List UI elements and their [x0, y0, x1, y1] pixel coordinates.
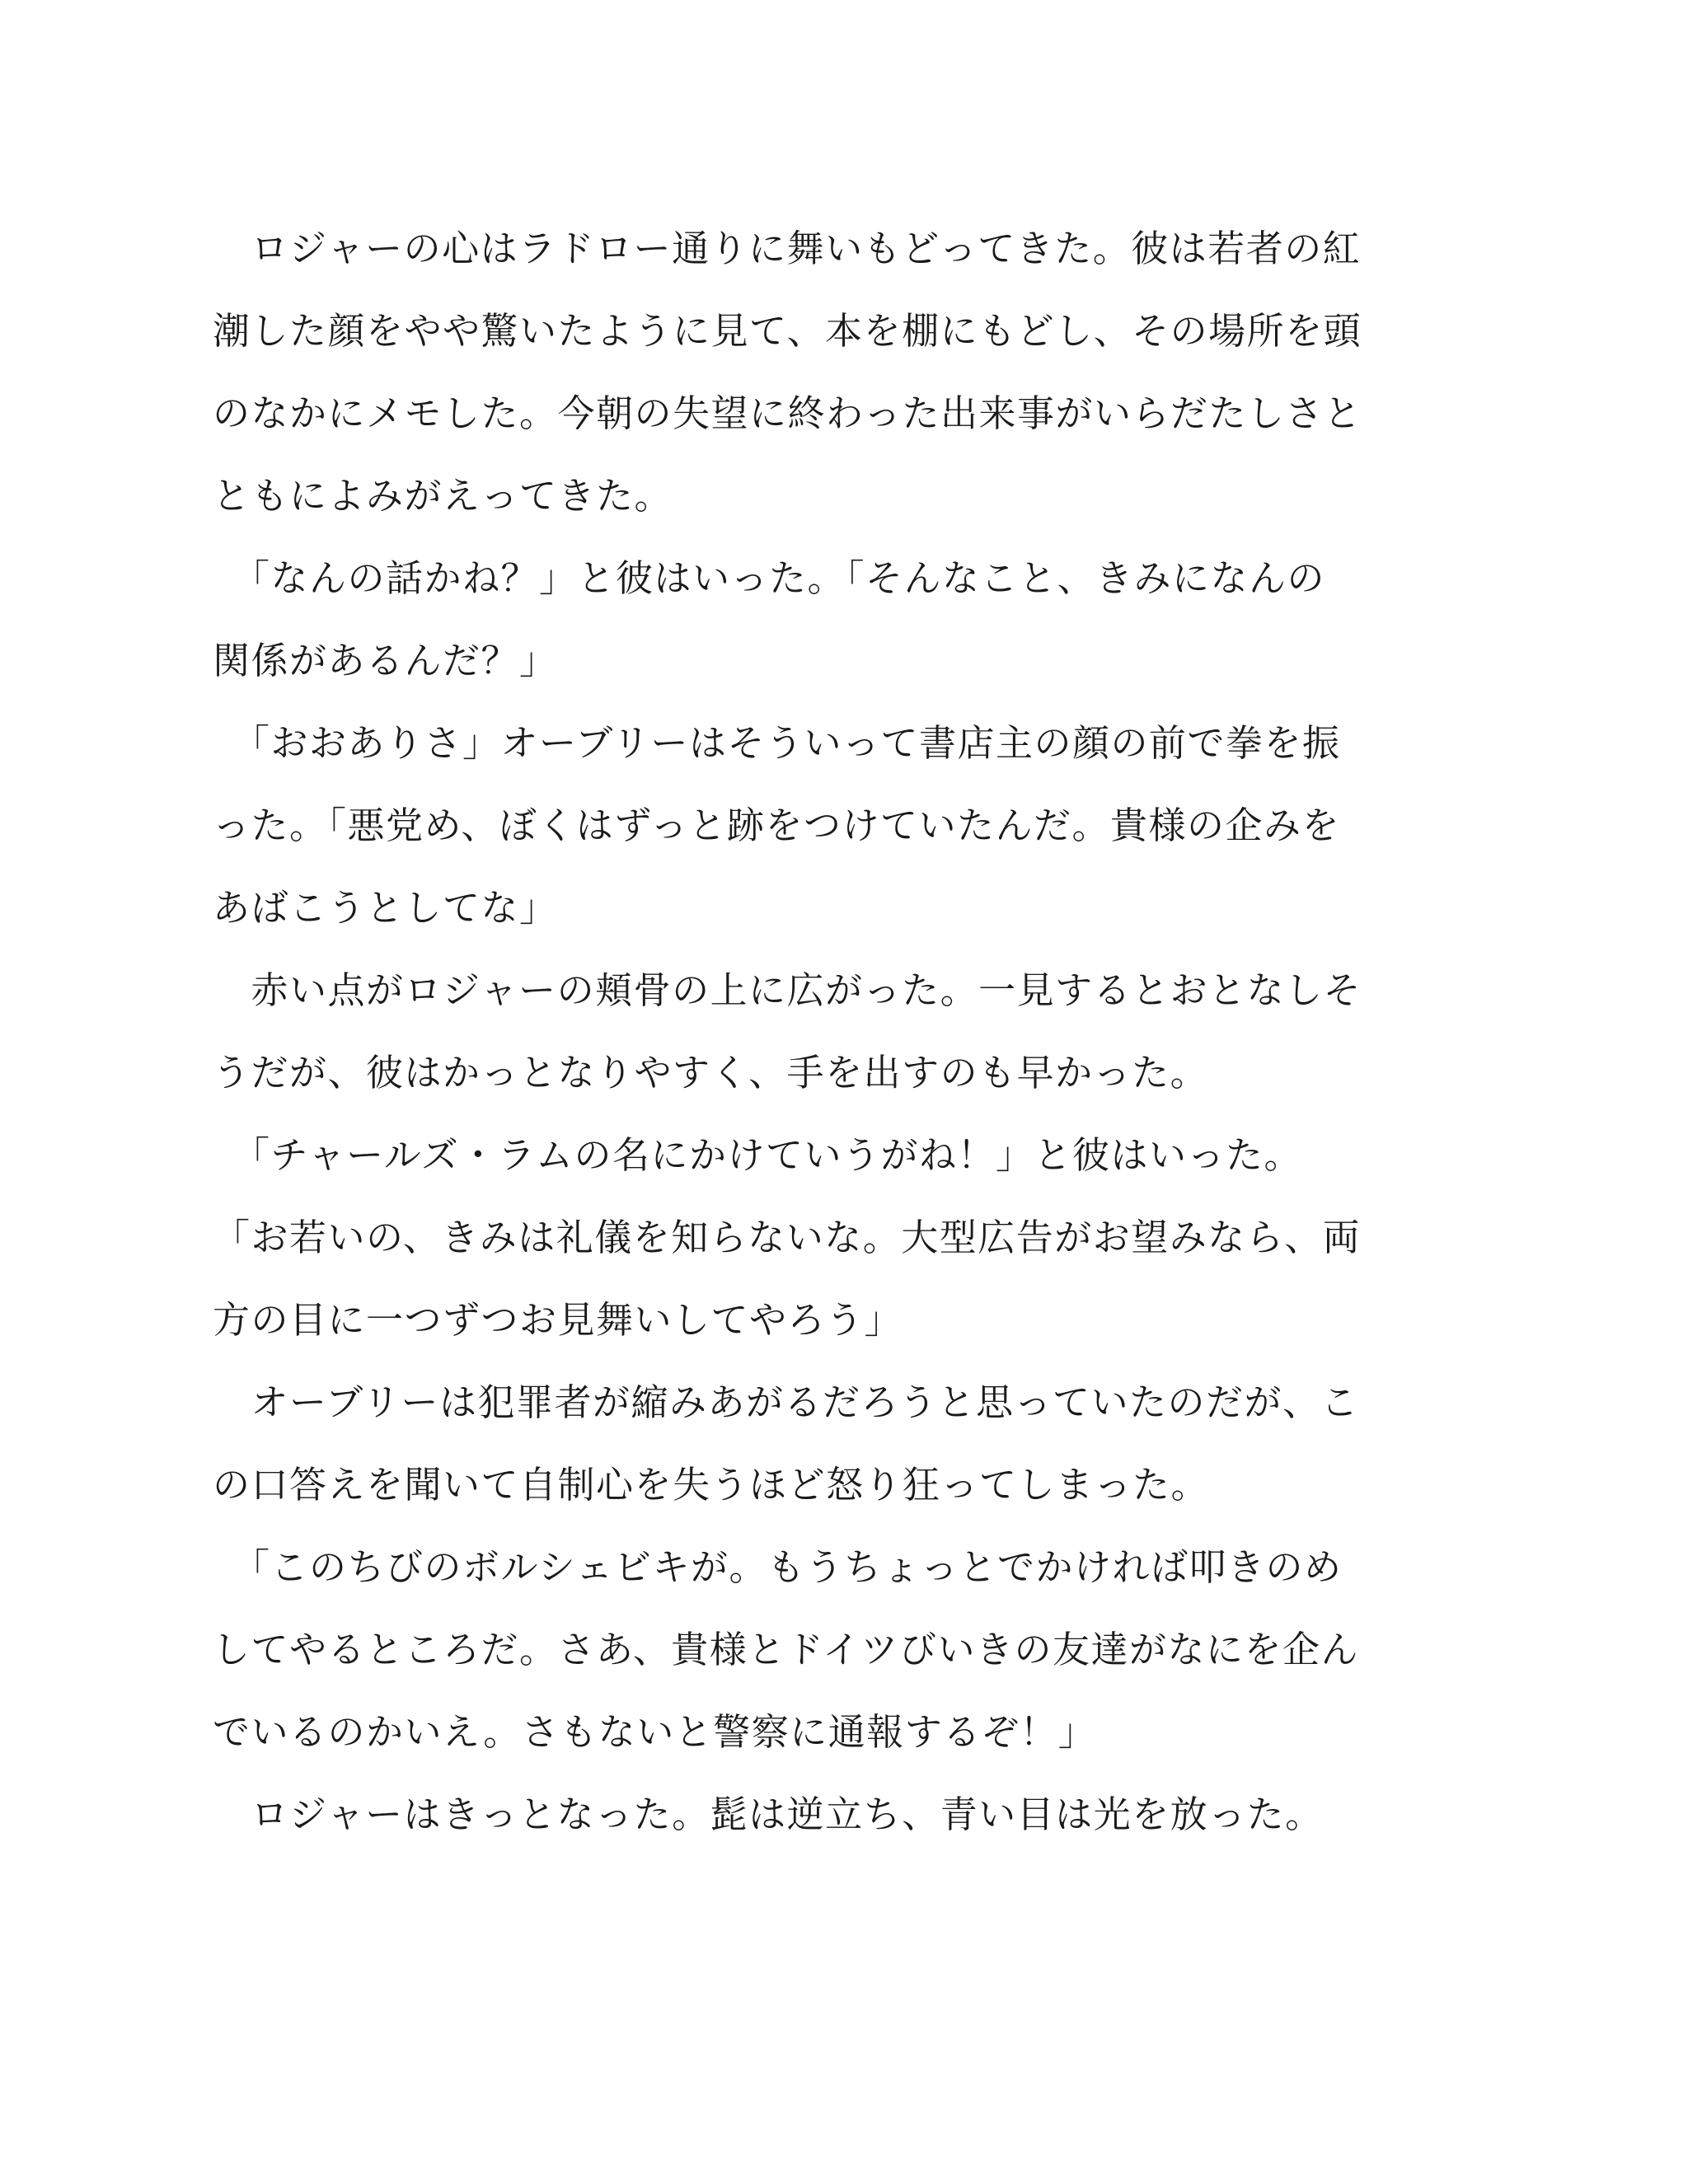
text-line: ともによみがえってきた。: [213, 474, 673, 518]
text-line: 「お若いの、きみは礼儀を知らないな。大型広告がお望みなら、両: [213, 1216, 1362, 1259]
text-line: 方の目に一つずつお見舞いしてやろう」: [213, 1298, 903, 1342]
text-line: あばこうとしてな」: [213, 886, 558, 930]
text-line: 「このちびのボルシェビキが。もうちょっとでかければ叩きのめ: [213, 1545, 1343, 1589]
text-line: オーブリーは犯罪者が縮みあがるだろうと思っていたのだが、こ: [213, 1380, 1359, 1424]
text-line: してやるところだ。さあ、貴様とドイツびいきの友達がなにを企ん: [213, 1628, 1359, 1671]
text-line: 潮した顔をやや驚いたように見て、本を棚にもどし、その場所を頭: [213, 309, 1362, 353]
text-line: うだが、彼はかっとなりやすく、手を出すのも早かった。: [213, 1051, 1209, 1094]
text-line: 「チャールズ・ラムの名にかけていうがね！」と彼はいった。: [213, 1133, 1302, 1177]
text-line: 赤い点がロジャーの頬骨の上に広がった。一見するとおとなしそ: [213, 968, 1362, 1012]
text-line: った。「悪党め、ぼくはずっと跡をつけていたんだ。貴様の企みを: [213, 804, 1341, 847]
text-line: ロジャーの心はラドロー通りに舞いもどってきた。彼は若者の紅: [213, 227, 1362, 270]
text-line: でいるのかいえ。さもないと警察に通報するぞ！」: [213, 1710, 1097, 1754]
body-text: [213, 208, 1449, 1856]
text-line: ロジャーはきっとなった。髭は逆立ち、青い目は光を放った。: [213, 1793, 1324, 1836]
text-line: 「おおありさ」オーブリーはそういって書店主の顔の前で拳を振: [213, 721, 1341, 765]
text-line: 「なんの話かね？」と彼はいった。「そんなこと、きみになんの: [213, 556, 1326, 600]
text-line: の口答えを聞いて自制心を失うほど怒り狂ってしまった。: [213, 1463, 1210, 1507]
text-line: のなかにメモした。今朝の失望に終わった出来事がいらだたしさと: [213, 391, 1362, 435]
text-line: 関係があるんだ？」: [213, 639, 558, 682]
